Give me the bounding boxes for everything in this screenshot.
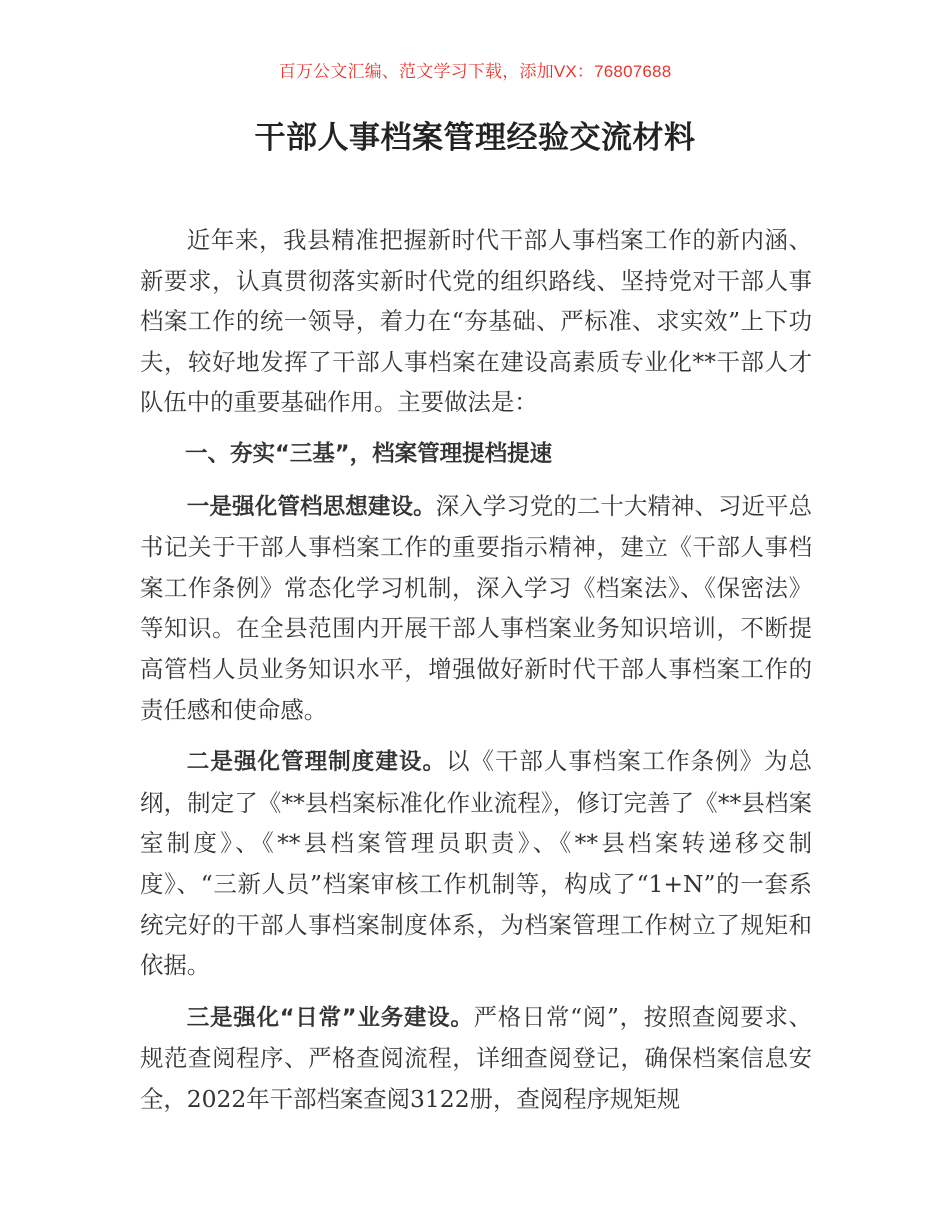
paragraph-3-text: 严格日常“阅”，按照查阅要求、规范查阅程序、严格查阅流程，详细查阅登记，确保档案信息安全，2022年干部档案查阅3122册，查阅程序规矩规: [140, 1002, 812, 1113]
intro-paragraph: 近年来，我县精准把握新时代干部人事档案工作的新内涵、新要求，认真贯彻落实新时代党的组织路线、坚持党对干部人事档案工作的统一领导，着力在“夯基础、严标准、求实效”上下功夫，较好地发挥了干部人事档案在建设高素质专业化**干部人才队伍中的重要基础作用。主要做法是：: [140, 226, 812, 417]
paragraph-2: [140, 741, 812, 986]
paragraph-3-lead: 三是强化“日常”业务建设。: [186, 1004, 474, 1031]
document-title: 干部人事档案管理经验交流材料: [254, 120, 696, 156]
document-body: [140, 220, 812, 1130]
paragraph-1-lead: 一是强化管档思想建设。: [186, 493, 436, 520]
paragraph-1-text: 深入学习党的二十大精神、习近平总书记关于干部人事档案工作的重要指示精神，建立《干部人事档案工作条例》常态化学习机制，深入学习《档案法》、《保密法》等知识。在全县范围内开展干部人事档案业务知识培训，不断提高管档人员业务知识水平，增强做好新时代干部人事档案工作的责任感和使命感。: [140, 491, 812, 724]
paragraph-1: [140, 486, 812, 731]
promo-banner: 百万公文汇编、范文学习下载，添加VX：76807688: [278, 62, 672, 81]
section-heading-1: 一、夯实“三基”，档案管理提档提速: [185, 440, 553, 467]
paragraph-2-text: 以《干部人事档案工作条例》为总纲，制定了《**县档案标准化作业流程》，修订完善了《**县档案室制度》、《**县档案管理员职责》、《**县档案转递移交制度》、“三新人员”档案审核工作机制等，构成了“1+N”的一套系统完好的干部人事档案制度体系，为档案管理工作树立了规矩和依据。: [140, 747, 812, 980]
paragraph-2-lead: 二是强化管理制度建设。: [186, 749, 447, 776]
paragraph-3: [140, 997, 812, 1120]
